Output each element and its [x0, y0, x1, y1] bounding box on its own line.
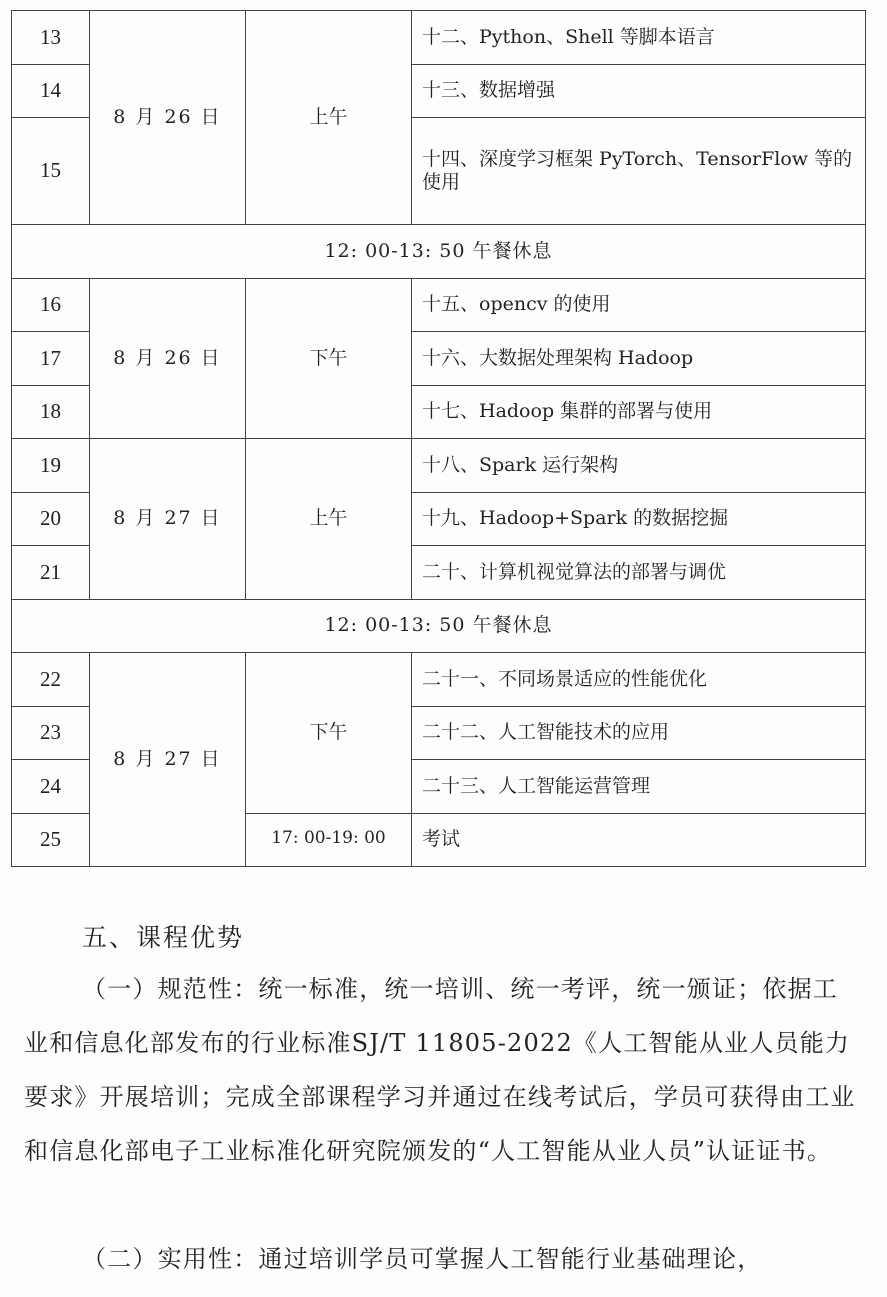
- date-cell: 8 月 26 日: [90, 11, 246, 225]
- topic-cell: 二十二、人工智能技术的应用: [412, 706, 866, 760]
- topic-cell: 十九、Hadoop+Spark 的数据挖掘: [412, 492, 866, 546]
- period-cell: 上午: [246, 11, 412, 225]
- row-number: 17: [12, 332, 90, 386]
- row-number: 13: [12, 11, 90, 65]
- row-number: 19: [12, 439, 90, 493]
- exam-time-cell: 17: 00-19: 00: [246, 813, 412, 867]
- topic-cell: 十八、Spark 运行架构: [412, 439, 866, 493]
- date-cell: 8 月 27 日: [90, 439, 246, 600]
- paragraph-practicality: [24, 1232, 860, 1286]
- lunch-break-row: 12: 00-13: 50 午餐休息: [12, 599, 866, 653]
- period-cell: 上午: [246, 439, 412, 600]
- row-number: 25: [12, 813, 90, 867]
- schedule-table: [11, 10, 866, 867]
- row-number: 21: [12, 546, 90, 600]
- paragraph-text: （一）规范性：统一标准，统一培训、统一考评，统一颁证；依据工业和信息化部发布的行业标准SJ/T 11805-2022《人工智能从业人员能力要求》开展培训；完成全部课程学习并通过在线考试后，学员可获得由工业和信息化部电子工业标准化研究院颁发的“人工智能从业人员”认证证书。: [24, 975, 856, 1165]
- row-number: 18: [12, 385, 90, 439]
- row-number: 20: [12, 492, 90, 546]
- topic-cell: 十五、opencv 的使用: [412, 278, 866, 332]
- topic-cell: 二十、计算机视觉算法的部署与调优: [412, 546, 866, 600]
- row-number: 16: [12, 278, 90, 332]
- topic-cell: 十七、Hadoop 集群的部署与使用: [412, 385, 866, 439]
- paragraph-text: （二）实用性：通过培训学员可掌握人工智能行业基础理论，: [82, 1245, 763, 1273]
- row-number: 22: [12, 653, 90, 707]
- topic-cell: 考试: [412, 813, 866, 867]
- topic-cell: 十四、深度学习框架 PyTorch、TensorFlow 等的使用: [412, 118, 866, 225]
- topic-cell: 十三、数据增强: [412, 64, 866, 118]
- paragraph-standardization: [24, 962, 860, 1178]
- period-cell: 下午: [246, 653, 412, 814]
- row-number: 23: [12, 706, 90, 760]
- row-number: 14: [12, 64, 90, 118]
- lunch-break-row: 12: 00-13: 50 午餐休息: [12, 225, 866, 279]
- row-number: 15: [12, 118, 90, 225]
- date-cell: 8 月 27 日: [90, 653, 246, 867]
- topic-cell: 二十三、人工智能运营管理: [412, 760, 866, 814]
- topic-cell: 十六、大数据处理架构 Hadoop: [412, 332, 866, 386]
- period-cell: 下午: [246, 278, 412, 439]
- date-cell: 8 月 26 日: [90, 278, 246, 439]
- section-heading: 五、课程优势: [82, 923, 245, 952]
- topic-cell: 十二、Python、Shell 等脚本语言: [412, 11, 866, 65]
- topic-cell: 二十一、不同场景适应的性能优化: [412, 653, 866, 707]
- row-number: 24: [12, 760, 90, 814]
